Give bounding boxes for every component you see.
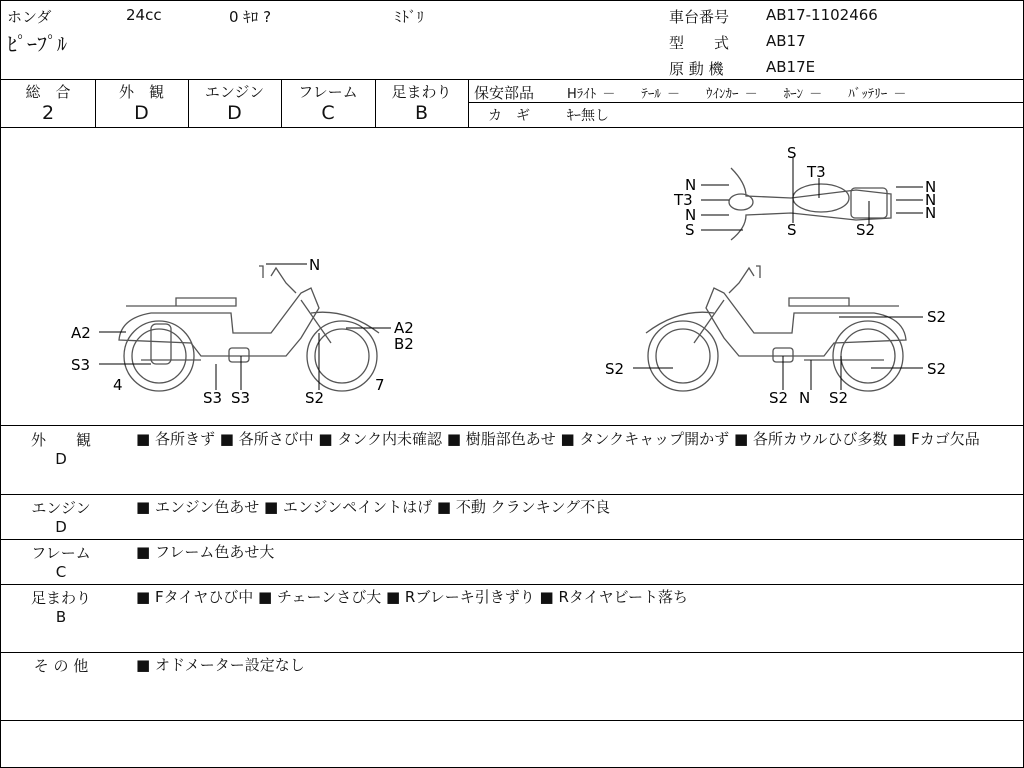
section-frame-grade: C xyxy=(55,563,67,581)
divider xyxy=(1,720,1023,721)
divider xyxy=(1,584,1023,585)
label-7: 7 xyxy=(375,376,385,394)
model-name: ﾋﾟｰﾌﾟﾙ xyxy=(7,32,67,56)
frame-no-label: 車台番号 xyxy=(669,8,730,26)
section-frame-label: フレーム xyxy=(31,544,91,562)
grade-label-appearance: 外 観 xyxy=(118,83,164,101)
label-s: S xyxy=(787,221,797,239)
section-frame-text: ■ フレーム色あせ大 xyxy=(136,543,275,561)
type-value: AB17 xyxy=(766,32,806,50)
maker: ホンダ xyxy=(7,8,52,26)
label-s2: S2 xyxy=(856,221,876,239)
section-appearance-grade: D xyxy=(55,450,67,468)
mileage: 0 ｷﾛ ? xyxy=(229,8,272,26)
label-t3: T3 xyxy=(674,191,693,209)
label-n: N xyxy=(925,204,937,222)
grade-value-frame: C xyxy=(321,102,335,124)
key-value: ｷｰ無し xyxy=(567,108,609,124)
label-n: N xyxy=(925,178,937,196)
label-s2: S2 xyxy=(769,389,789,407)
divider xyxy=(1,425,1023,426)
label-n: N xyxy=(925,191,937,209)
section-other-label: そ の 他 xyxy=(33,657,89,675)
scooter-left-view xyxy=(119,266,379,391)
frame-no: AB17-1102466 xyxy=(766,6,878,24)
grade-label-suspension: 足まわり xyxy=(391,83,452,101)
label-n: N xyxy=(685,206,697,224)
label-b2: B2 xyxy=(394,335,414,353)
grade-value-appearance: D xyxy=(134,102,149,124)
section-appearance-text: ■ 各所きず ■ 各所さび中 ■ タンク内未確認 ■ 樹脂部色あせ ■ タンクキャップ開かず ■ 各所カウルひび多数 ■ Fカゴ欠品 xyxy=(136,430,980,448)
label-n: N xyxy=(799,389,811,407)
color: ﾐﾄﾞﾘ xyxy=(394,8,425,26)
label-s2: S2 xyxy=(829,389,849,407)
label-t3: T3 xyxy=(807,163,826,181)
divider xyxy=(1,79,1023,80)
label-s2: S2 xyxy=(605,360,625,378)
label-4: 4 xyxy=(113,376,123,394)
divider xyxy=(1,652,1023,653)
label-s2: S2 xyxy=(927,308,947,326)
label-s2: S2 xyxy=(927,360,947,378)
grade-value-engine: D xyxy=(227,102,242,124)
engine-label: 原 動 機 xyxy=(669,60,724,78)
label-n: N xyxy=(685,176,697,194)
type-label: 型 式 xyxy=(669,34,730,52)
grid-vline xyxy=(468,79,469,127)
section-engine-text: ■ エンジン色あせ ■ エンジンペイントはげ ■ 不動 クランキング不良 xyxy=(136,498,611,516)
divider xyxy=(468,102,1023,103)
grade-value-total: 2 xyxy=(41,102,55,124)
section-engine-label: エンジン xyxy=(31,499,91,517)
label-s: S xyxy=(685,221,695,239)
safety-label: 保安部品 xyxy=(474,84,535,102)
label-s3: S3 xyxy=(231,389,251,407)
divider xyxy=(1,494,1023,495)
section-appearance-label: 外 観 xyxy=(30,431,91,449)
grade-label-engine: エンジン xyxy=(204,83,265,101)
label-a2: A2 xyxy=(394,319,414,337)
label-s3: S3 xyxy=(203,389,223,407)
section-other-text: ■ オドメーター設定なし xyxy=(136,656,305,674)
label-s: S xyxy=(787,144,797,162)
displacement: 24cc xyxy=(126,6,162,24)
safety-items: Hﾗｲﾄ － ﾃｰﾙ － ｳｲﾝｶｰ － ﾎｰﾝ － ﾊﾞｯﾃﾘｰ － xyxy=(567,87,907,102)
divider xyxy=(1,539,1023,540)
damage-labels xyxy=(71,144,946,407)
grade-value-suspension: B xyxy=(414,102,429,124)
scooter-right-view xyxy=(646,266,906,391)
label-a2: A2 xyxy=(71,324,91,342)
section-suspension-grade: B xyxy=(55,608,67,626)
grade-label-total: 総 合 xyxy=(25,83,71,101)
label-s3: S3 xyxy=(71,356,91,374)
section-suspension-label: 足まわり xyxy=(30,589,91,607)
section-engine-grade: D xyxy=(55,518,67,536)
section-suspension-text: ■ Fタイヤひび中 ■ チェーンさび大 ■ Rブレーキ引きずり ■ Rタイヤビート落ち xyxy=(136,588,688,606)
leader-lines xyxy=(99,158,923,390)
damage-diagram xyxy=(1,128,1023,424)
key-label: カ ギ xyxy=(488,108,530,124)
grade-label-frame: フレーム xyxy=(298,83,358,101)
label-n: N xyxy=(309,256,321,274)
engine-value: AB17E xyxy=(766,58,816,76)
label-s2: S2 xyxy=(305,389,325,407)
